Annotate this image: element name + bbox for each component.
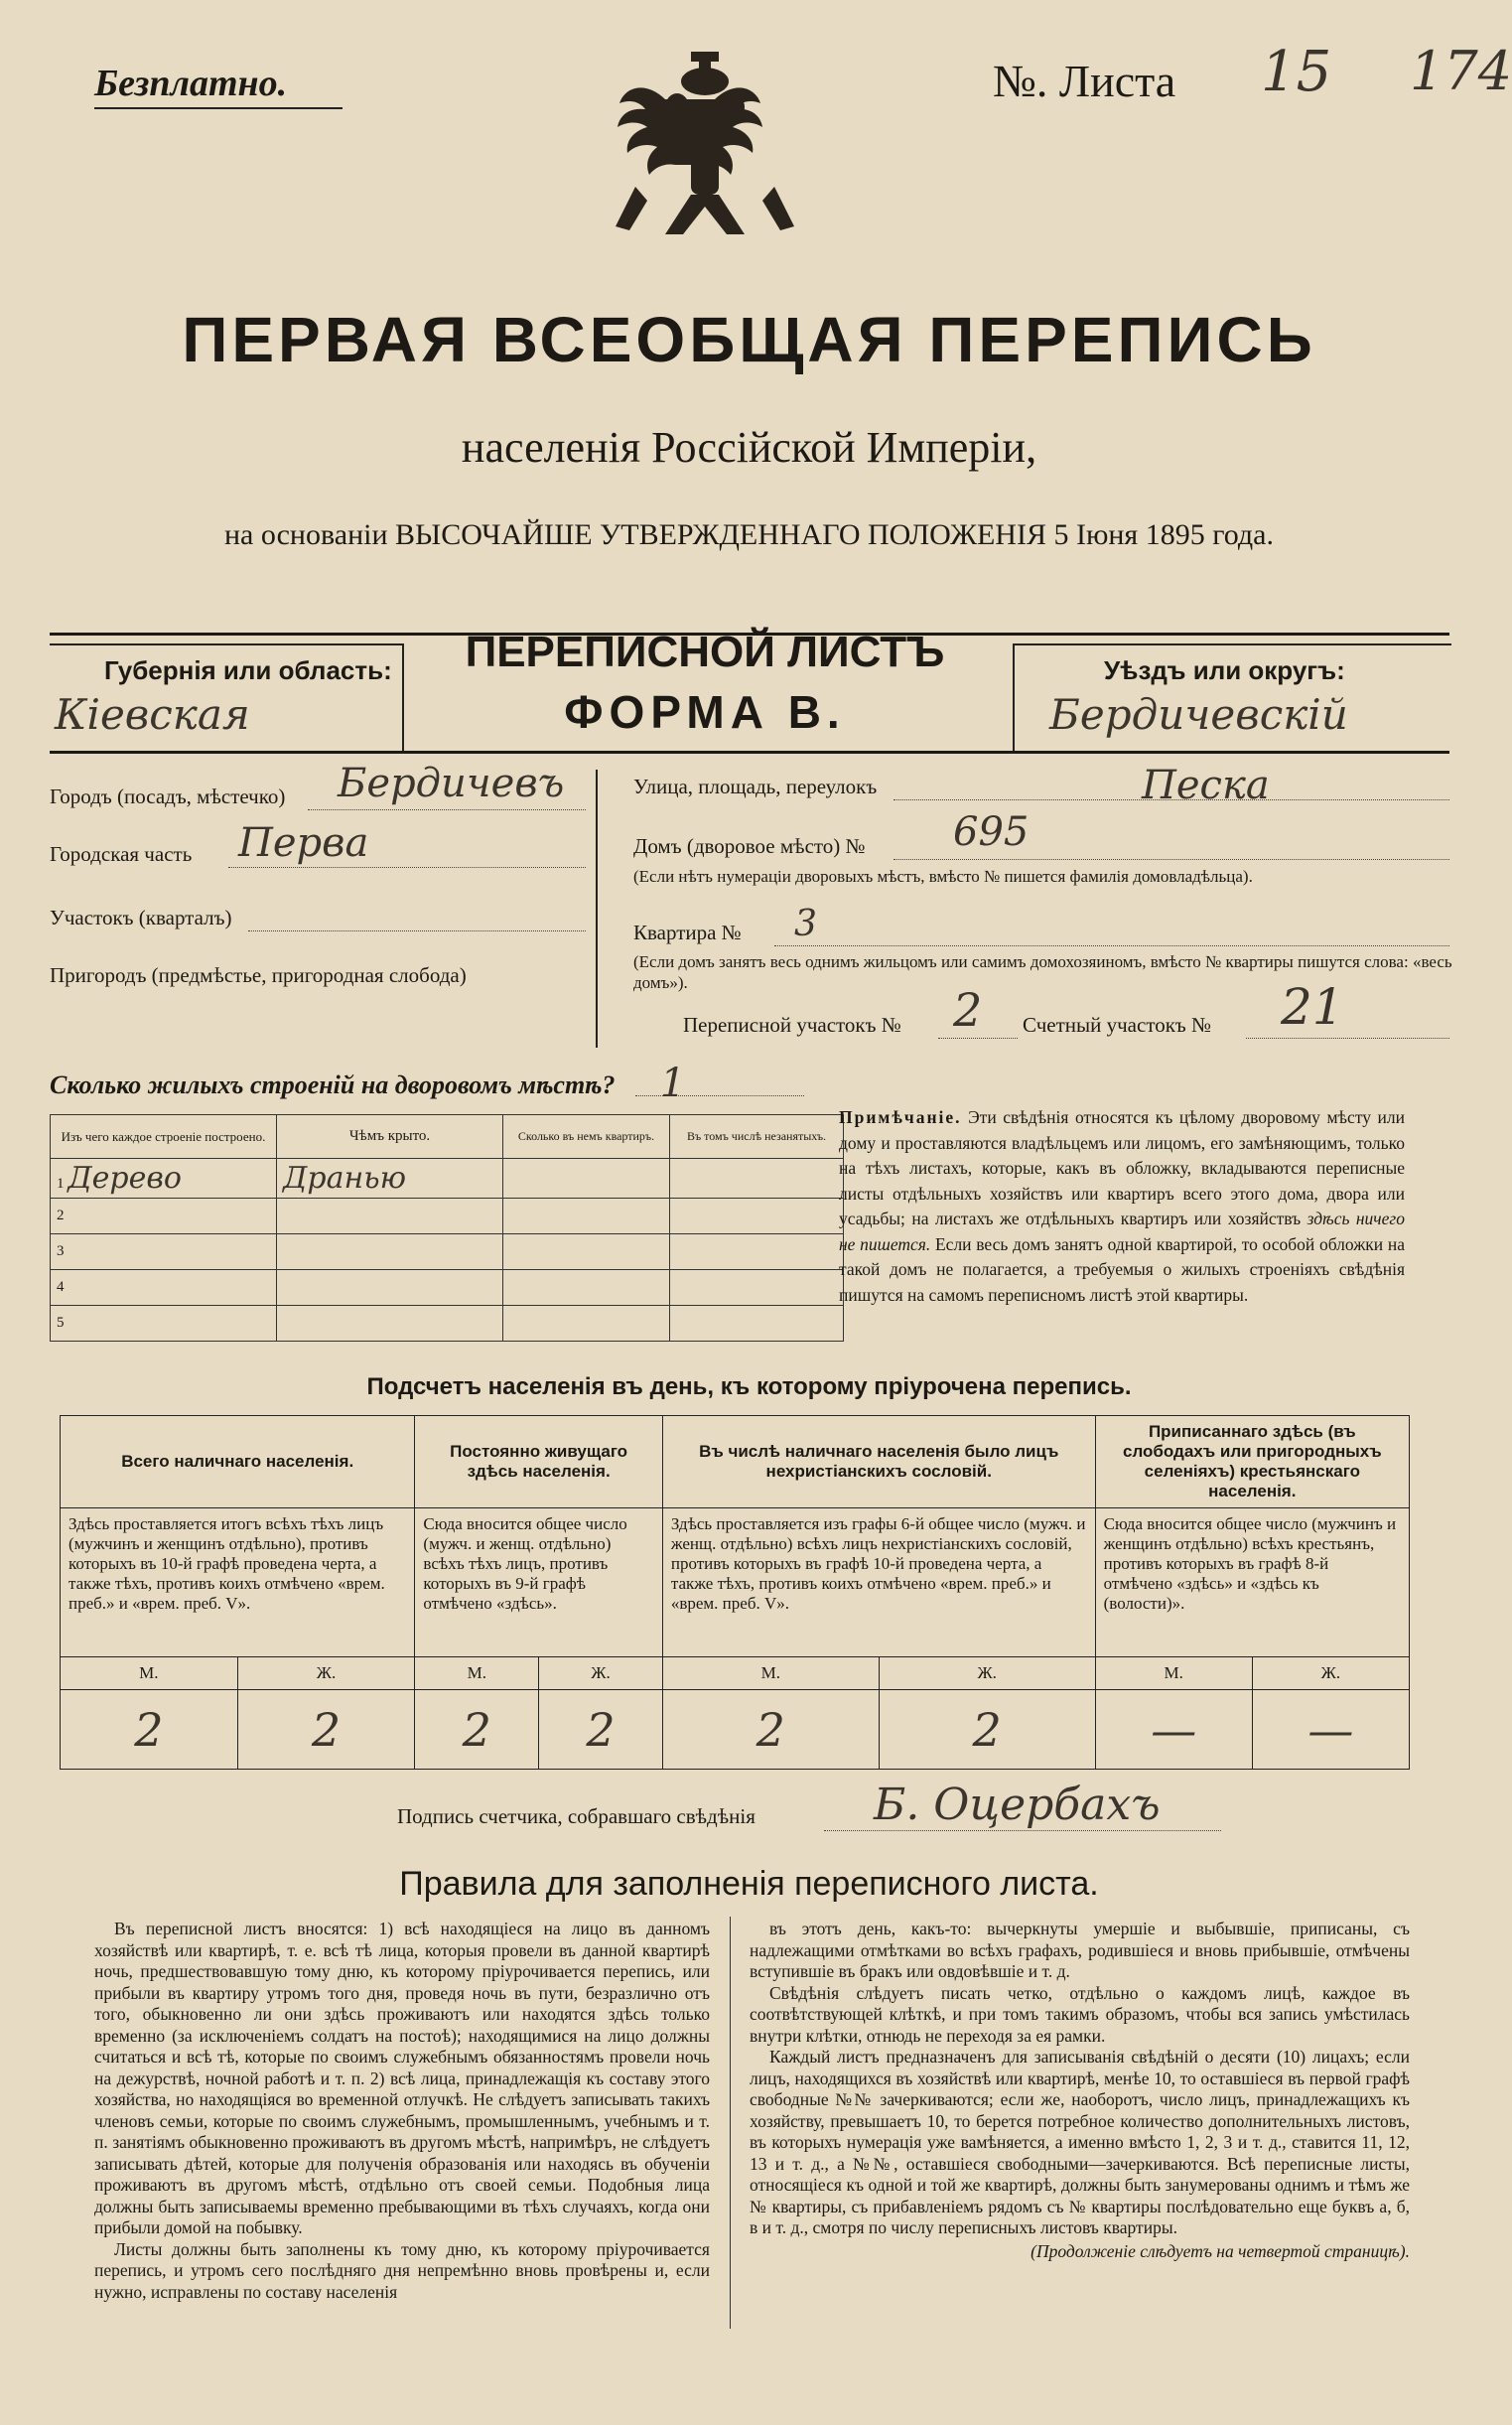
form-title: ПЕРЕПИСНОЙ ЛИСТЪ bbox=[465, 628, 945, 676]
page-subtitle: населенія Россійской Имперіи, bbox=[461, 423, 1037, 472]
dom-value: 695 bbox=[953, 809, 1030, 855]
note-label: Примѣчаніе. bbox=[839, 1107, 962, 1127]
uezd-label: Уѣздъ или округъ: bbox=[1104, 655, 1345, 685]
f-label: Ж. bbox=[237, 1657, 415, 1690]
row-apartments bbox=[503, 1234, 670, 1270]
f-label: Ж. bbox=[539, 1657, 663, 1690]
gorodskaya-chast-label: Городская часть bbox=[50, 842, 193, 866]
schetny-uchastok-value: 21 bbox=[1281, 978, 1344, 1036]
table-row bbox=[51, 1159, 844, 1199]
row-apartments bbox=[503, 1306, 670, 1342]
dom-label: Домъ (дворовое мѣсто) № bbox=[633, 834, 866, 858]
rules-title: Правила для заполненія переписного листа. bbox=[399, 1865, 1099, 1903]
m-label: М. bbox=[61, 1657, 238, 1690]
ulitsa-label: Улица, площадь, переулокъ bbox=[633, 775, 878, 798]
table-row bbox=[51, 1199, 844, 1234]
row-number: 3 bbox=[57, 1243, 65, 1259]
header-material: Изъ чего каждое строеніе построено. bbox=[51, 1115, 277, 1159]
row-material: Дерево bbox=[68, 1161, 182, 1196]
population-desc-nonchristian: Здѣсь проставляется изъ графы 6-й общее число (мужч. и женщ. отдѣльно) всѣхъ лицъ нехристіанскихъ сословій, противъ которыхъ въ графѣ 10-й проведена черта, а также тѣхъ, противъ коихъ отмѣчено «врем. преб.» и «врем. преб. V». bbox=[662, 1508, 1095, 1657]
divider bbox=[50, 751, 1449, 754]
table-row bbox=[51, 1270, 844, 1306]
population-head-nonchristian: Въ числѣ наличнаго населенія было лицъ нехристіанскихъ сословій. bbox=[662, 1416, 1095, 1508]
corner-number: 174 bbox=[1410, 40, 1512, 102]
double-headed-eagle-icon bbox=[596, 38, 814, 286]
schetny-uchastok-label: Счетный участокъ № bbox=[1023, 1013, 1212, 1037]
m-label: М. bbox=[415, 1657, 539, 1690]
guberniya-label: Губернія или область: bbox=[104, 655, 392, 685]
f-label: Ж. bbox=[1252, 1657, 1409, 1690]
row-vacant bbox=[670, 1159, 844, 1199]
guberniya-value: Кіевская bbox=[55, 690, 250, 739]
sheet-number-value: 15 bbox=[1261, 40, 1332, 104]
row-apartments bbox=[503, 1270, 670, 1306]
page-title: ПЕРВАЯ ВСЕОБЩАЯ ПЕРЕПИСЬ bbox=[182, 304, 1316, 375]
row-number: 1 bbox=[57, 1176, 65, 1192]
sheet-number-label: №. Листа bbox=[993, 56, 1176, 106]
buildings-answer: 1 bbox=[660, 1061, 686, 1106]
header-roof: Чѣмъ крыто. bbox=[277, 1115, 503, 1159]
population-title: Подсчетъ населенія въ день, къ которому пріурочена перепись. bbox=[366, 1373, 1132, 1400]
table-row bbox=[51, 1306, 844, 1342]
nonchristian-female: 2 bbox=[879, 1690, 1095, 1770]
nonchristian-male: 2 bbox=[662, 1690, 879, 1770]
row-number: 2 bbox=[57, 1208, 65, 1223]
row-vacant bbox=[670, 1306, 844, 1342]
signature-value: Б. Оцербахъ bbox=[874, 1780, 1161, 1830]
uezd-box bbox=[1013, 643, 1451, 753]
m-label: М. bbox=[1095, 1657, 1252, 1690]
gorod-value: Бердичевъ bbox=[338, 761, 565, 806]
table-row bbox=[51, 1234, 844, 1270]
m-label: М. bbox=[662, 1657, 879, 1690]
population-head-resident: Постоянно живущаго здѣсь населенія. bbox=[415, 1416, 662, 1508]
buildings-table bbox=[50, 1114, 844, 1342]
row-roof bbox=[277, 1270, 503, 1306]
peasant-female: — bbox=[1252, 1690, 1409, 1770]
rules-paragraph: Листы должны быть заполнены къ тому дню, къ которому пріурочивается перепись, и утромъ сего послѣдняго дня непремѣнно вновь провѣрены и, если нужно, исправлены по составу населенія bbox=[94, 2238, 710, 2302]
row-vacant bbox=[670, 1270, 844, 1306]
row-apartments bbox=[503, 1199, 670, 1234]
row-number: 4 bbox=[57, 1279, 65, 1295]
total-male: 2 bbox=[61, 1690, 238, 1770]
rules-left-column bbox=[94, 1919, 710, 2303]
header-vacant: Въ томъ числѣ незанятыхъ. bbox=[670, 1115, 844, 1159]
kvartira-note: (Если домъ занятъ весь однимъ жильцомъ или самимъ домохозяиномъ, вмѣсто № квартиры пишутся слова: «весь домъ»). bbox=[633, 952, 1452, 992]
row-roof bbox=[277, 1306, 503, 1342]
form-label: ФОРМА В. bbox=[564, 686, 846, 738]
population-desc-resident: Сюда вносится общее число (мужч. и женщ. отдѣльно) всѣхъ тѣхъ лицъ, противъ которыхъ въ 9-й графѣ отмѣчено «здѣсь». bbox=[415, 1508, 662, 1657]
legal-basis: на основаніи ВЫСОЧАЙШЕ УТВЕРЖДЕННАГО ПОЛОЖЕНІЯ 5 Іюня 1895 года. bbox=[224, 518, 1274, 551]
row-roof: Дранью bbox=[277, 1159, 503, 1199]
header-apartments: Сколько въ немъ квартиръ. bbox=[503, 1115, 670, 1159]
population-head-peasant: Приписаннаго здѣсь (въ слободахъ или пригородныхъ селеніяхъ) крестьянскаго населенія. bbox=[1095, 1416, 1409, 1508]
buildings-question: Сколько жилыхъ строеній на дворовомъ мѣстѣ? bbox=[50, 1070, 616, 1099]
row-vacant bbox=[670, 1234, 844, 1270]
resident-male: 2 bbox=[415, 1690, 539, 1770]
uchastok-label: Участокъ (кварталъ) bbox=[50, 906, 232, 929]
buildings-note: Примѣчаніе. Эти свѣдѣнія относятся къ цѣлому дворовому мѣсту или дому и проставляются владѣльцемъ или лицомъ, его замѣняющимъ, только на тѣхъ листахъ, которые, какъ въ обложку, вкладываются переписные листы отдѣльныхъ хозяйствъ или квартиръ всего этого дома, двора или усадьбы; на листахъ же отдѣльныхъ квартиръ или хозяйствъ здѣсь ничего не пишется. Если весь домъ занятъ одной квартирой, то особой обложки на такой домъ не полагается, а требуемыя о жилыхъ строеніяхъ свѣдѣнія пишутся на самомъ переписномъ листѣ этой квартиры. bbox=[839, 1107, 1406, 1305]
free-label: Безплатно. bbox=[94, 63, 288, 104]
rules-paragraph: Каждый листъ предназначенъ для записыванія свѣдѣній о десяти (10) лицахъ; если лицъ, находящихся въ хозяйствѣ или квартирѣ, менѣе 10, то оставшіеся въ первой графѣ свободные №№ зачеркиваются; если же, наоборотъ, число лицъ, принадлежащихъ къ хозяйству, превышаетъ 10, то берется потребное количество дополнительныхъ листовъ, въ которыхъ нумерація уже вамѣняется, а именно вмѣсто 1, 2, 3 и т. д., ставится 11, 12, 13 и т. д., а №№, оставшіеся свободными—зачеркиваются. Всѣ переписные листы, относящіеся къ одной и той же квартирѣ, должны быть занумерованы однимъ и тѣмъ же № квартиры, съ прибавленіемъ рядомъ съ № квартиры послѣдовательно еще буквъ а, б, в и т. д., смотря по числу переписныхъ листовъ квартиры. bbox=[750, 2047, 1410, 2237]
perepisnoy-uchastok-value: 2 bbox=[953, 983, 983, 1037]
uezd-value: Бердичевскій bbox=[1049, 690, 1348, 739]
guberniya-box bbox=[50, 643, 404, 753]
gorodskaya-chast-value: Перва bbox=[238, 820, 369, 866]
population-table bbox=[60, 1415, 1410, 1770]
row-apartments bbox=[503, 1159, 670, 1199]
kvartira-value: 3 bbox=[794, 904, 817, 944]
row-vacant bbox=[670, 1199, 844, 1234]
population-head-total: Всего наличнаго населенія. bbox=[61, 1416, 415, 1508]
row-roof bbox=[277, 1234, 503, 1270]
divider bbox=[596, 770, 598, 1048]
dom-note: (Если нѣтъ нумераціи дворовыхъ мѣстъ, вмѣсто № пишется фамилія домовладѣльца). bbox=[633, 867, 1253, 886]
row-roof bbox=[277, 1199, 503, 1234]
resident-female: 2 bbox=[539, 1690, 663, 1770]
rules-paragraph: Въ переписной листъ вносятся: 1) всѣ находящіеся на лицо въ данномъ хозяйствѣ или квартирѣ, т. е. всѣ тѣ лица, которыя провели въ данной квартирѣ ночь, предшествовавшую тому дню, къ которому пріурочивается перепись, или прибыли въ квартиру утромъ того дня, проведя ночь въ пути, безразлично отъ того, обыкновенно ли они здѣсь проживаютъ или находятся здѣсь только временно (за исключеніемъ солдатъ на постоѣ); находящимися на лицо должны считаться и всѣ тѣ, которые по своимъ служебнымъ обязанностямъ провели ночь на дежурствѣ, ночной работѣ и т. п. 2) всѣ лица, принадлежащія къ составу этого хозяйства, но находящіяся во временной отлучкѣ. Не слѣдуетъ записывать такихъ членовъ семьи, которые по своимъ служебнымъ, промышленнымъ, учебнымъ и т. п. занятіямъ обыкновенно проживаютъ въ другомъ мѣстѣ, напримѣръ, не слѣдуетъ записывать дѣтей, которые для полученія образованія или находясь въ обученіи проживаютъ въ другомъ мѣстѣ, отдѣльно отъ своей семьи. Подобныя лица должны быть записываемы временно пребывающими въ тѣхъ случаяхъ, когда они прибыли домой на побывку. bbox=[94, 1919, 710, 2237]
population-desc-peasant: Сюда вносится общее число (мужчинъ и женщинъ отдѣльно) всѣхъ крестьянъ, противъ которыхъ въ графѣ 8-й отмѣчено «здѣсь» и «здѣсь къ (волости)». bbox=[1095, 1508, 1409, 1657]
kvartira-label: Квартира № bbox=[633, 921, 742, 944]
row-number: 5 bbox=[57, 1315, 65, 1331]
population-desc-total: Здѣсь проставляется итогъ всѣхъ тѣхъ лицъ (мужчинъ и женщинъ отдѣльно), противъ которыхъ въ 10-й графѣ проведена черта, а также тѣхъ, противъ коихъ отмѣчено «врем. преб.» и «врем. преб. V». bbox=[61, 1508, 415, 1657]
rules-continued: (Продолженіе слѣдуетъ на четвертой страницѣ). bbox=[1031, 2240, 1410, 2261]
divider bbox=[94, 107, 343, 109]
total-female: 2 bbox=[237, 1690, 415, 1770]
perepisnoy-uchastok-label: Переписной участокъ № bbox=[683, 1013, 901, 1037]
rules-paragraph: въ этотъ день, какъ-то: вычеркнуты умершіе и выбывшіе, приписаны, съ надлежащими отмѣтками во всѣхъ графахъ, родившіеся и вновь прибывшіе, отмѣчены вступившіе въ бракъ или овдовѣвшіе и т. д. bbox=[750, 1919, 1410, 1981]
f-label: Ж. bbox=[879, 1657, 1095, 1690]
buildings-table-header bbox=[51, 1115, 844, 1159]
divider bbox=[730, 1917, 731, 2329]
ulitsa-value: Песка bbox=[1142, 763, 1270, 808]
rules-paragraph: Свѣдѣнія слѣдуетъ писать четко, отдѣльно о каждомъ лицѣ, каждое въ соотвѣтствующей клѣткѣ, и при томъ такимъ образомъ, чтобы вся запись умѣстилась внутри клѣтки, отнюдь не переходя за ея рамки. bbox=[750, 1982, 1410, 2046]
rules-right-column bbox=[750, 1919, 1410, 2262]
gorod-label: Городъ (посадъ, мѣстечко) bbox=[50, 785, 286, 808]
prigorod-label: Пригородъ (предмѣстье, пригородная слобода) bbox=[50, 963, 467, 987]
signature-label: Подпись счетчика, собравшаго свѣдѣнія bbox=[397, 1804, 756, 1828]
peasant-male: — bbox=[1095, 1690, 1252, 1770]
